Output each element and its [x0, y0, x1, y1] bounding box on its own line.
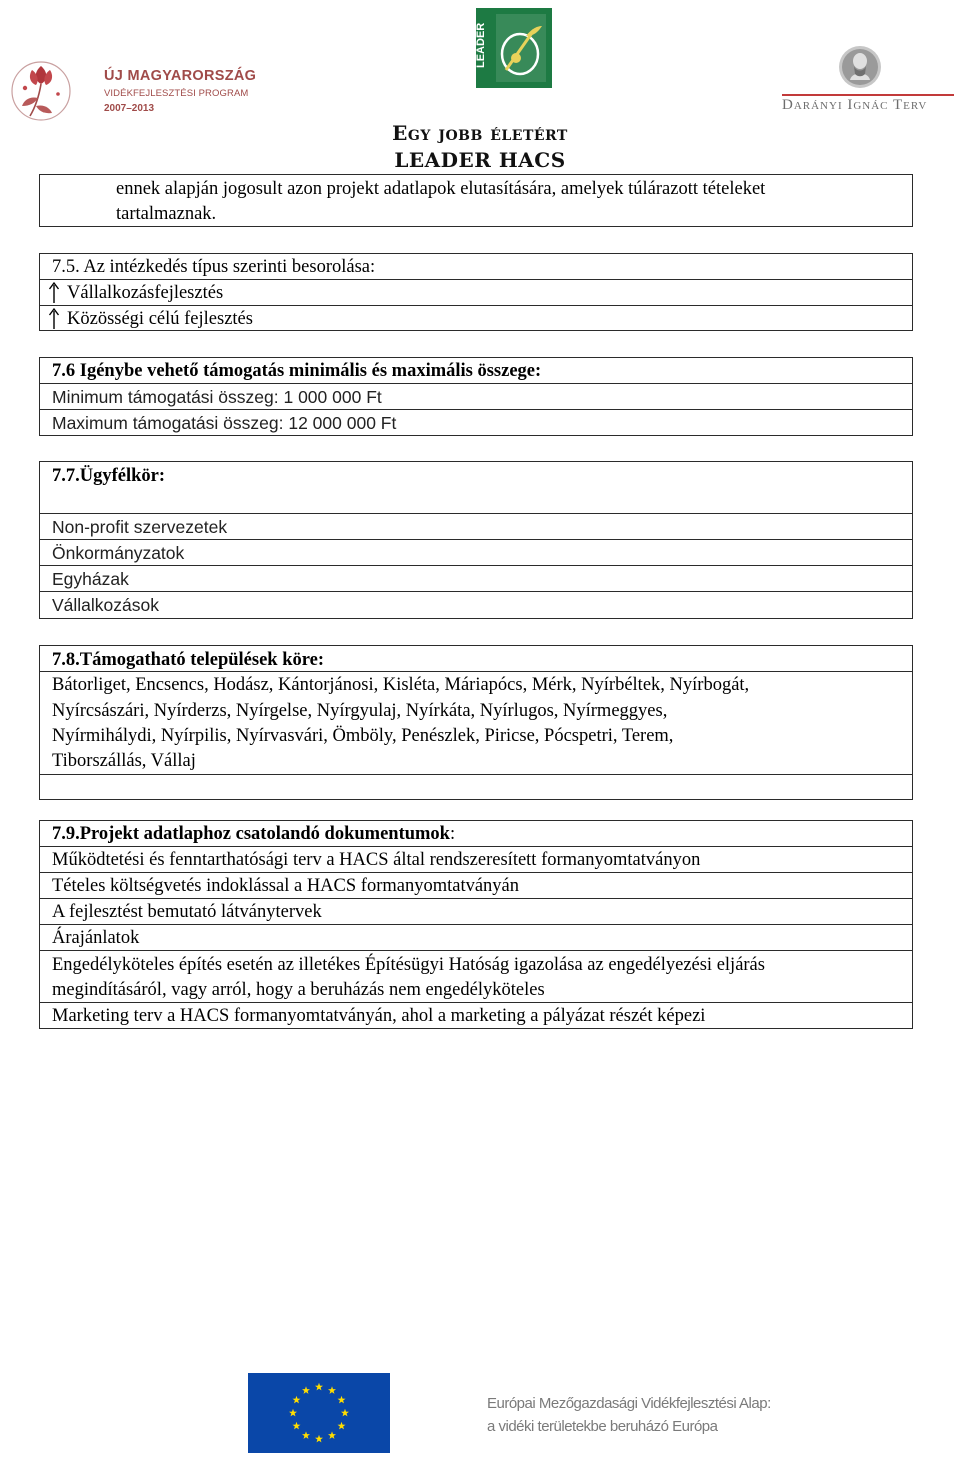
daranyi-red-rule [782, 94, 954, 96]
header-title-line2: LEADER HACS [394, 148, 566, 172]
daranyi-logo-text: Darányi Ignác Terv [782, 97, 928, 113]
document-item: A fejlesztést bemutató látványtervek [52, 902, 322, 922]
row-divider [39, 774, 913, 775]
section-75-box [39, 253, 913, 331]
document-item-continuation: megindításáról, vagy arról, hogy a beruházás nem engedélyköteles [52, 980, 545, 1000]
row-divider [39, 591, 913, 592]
flower-emblem-icon [8, 58, 90, 124]
uj-logo-years: 2007–2013 [104, 103, 155, 114]
row-divider [39, 950, 913, 951]
settlements-line-2: Nyírcsászári, Nyírderzs, Nyírgelse, Nyírgyulaj, Nyírkáta, Nyírlugos, Nyírmeggyes, [52, 701, 668, 721]
uj-logo-title: ÚJ MAGYARORSZÁG [104, 68, 257, 84]
document-item: Marketing terv a HACS formanyomtatványán, ahol a marketing a pályázat részét képezi [52, 1006, 706, 1026]
section-79-box [39, 820, 913, 1029]
leader-emblem-icon [476, 8, 552, 88]
section-79-heading-text: 7.9.Projekt adatlaphoz csatolandó dokumentumok [52, 824, 450, 844]
section-78-box [39, 645, 913, 800]
section-79-heading-colon: : [449, 824, 456, 844]
type-option-1: Vállalkozásfejlesztés [67, 283, 224, 303]
settlements-line-1: Bátorliget, Encsencs, Hodász, Kántorjánosi, Kisléta, Máriapócs, Mérk, Nyírbéltek, Nyírbogát, [52, 675, 750, 695]
type-option-2: Közösségi célú fejlesztés [67, 309, 253, 329]
daranyi-ignac-terv-logo [780, 44, 956, 118]
footer-fund-line-2: a vidéki területekbe beruházó Európa [487, 1418, 718, 1435]
client-item: Egyházak [52, 569, 129, 589]
section-76-heading: 7.6 Igénybe vehető támogatás minimális és maximális összege: [52, 361, 542, 381]
eu-flag-icon [248, 1373, 390, 1453]
uj-logo-subtitle: VIDÉKFEJLESZTÉSI PROGRAM [104, 88, 249, 99]
arrow-up-icon [47, 307, 61, 331]
settlements-line-4: Tiborszállás, Vállaj [52, 751, 196, 771]
uj-magyarorszag-logo [8, 58, 270, 124]
section-78-heading: 7.8.Támogatható települések köre: [52, 650, 324, 670]
section-79-heading [52, 821, 455, 847]
document-item: Működtetési és fenntarthatósági terv a HACS által rendszeresített formanyomtatványon [52, 850, 701, 870]
min-amount: Minimum támogatási összeg: 1 000 000 Ft [52, 387, 382, 407]
intro-box [39, 174, 913, 227]
document-item: Engedélyköteles építés esetén az illetékes Építésügyi Hatóság igazolása az engedélyezési eljárás [52, 955, 765, 975]
section-77-box [39, 461, 913, 619]
portrait-emblem-icon [838, 44, 882, 90]
arrow-up-icon [47, 281, 61, 305]
document-item: Tételes költségvetés indoklással a HACS formanyomtatványán [52, 876, 520, 896]
settlements-line-3: Nyírmihálydi, Nyírpilis, Nyírvasvári, Ömböly, Penészlek, Piricse, Pócspetri, Terem, [52, 726, 674, 746]
header-title-line1: Egy jobb életért [392, 121, 568, 145]
client-item: Önkormányzatok [52, 543, 185, 563]
row-divider [39, 565, 913, 566]
client-item: Non-profit szervezetek [52, 517, 228, 537]
intro-line-2: tartalmaznak. [116, 204, 217, 224]
document-item: Árajánlatok [52, 928, 140, 948]
footer-fund-line-1: Európai Mezőgazdasági Vidékfejlesztési Alap: [487, 1395, 771, 1412]
row-divider [39, 924, 913, 925]
section-76-box [39, 357, 913, 436]
intro-line-1: ennek alapján jogosult azon projekt adatlapok elutasítására, amelyek túlárazott tételeket [116, 179, 766, 199]
max-amount: Maximum támogatási összeg: 12 000 000 Ft [52, 413, 397, 433]
leader-logo [476, 8, 552, 88]
leader-logo-text: LEADER [476, 22, 487, 68]
section-75-heading: 7.5. Az intézkedés típus szerinti besorolása: [52, 257, 376, 277]
client-item: Vállalkozások [52, 595, 159, 615]
section-77-heading: 7.7.Ügyfélkör: [52, 466, 166, 486]
